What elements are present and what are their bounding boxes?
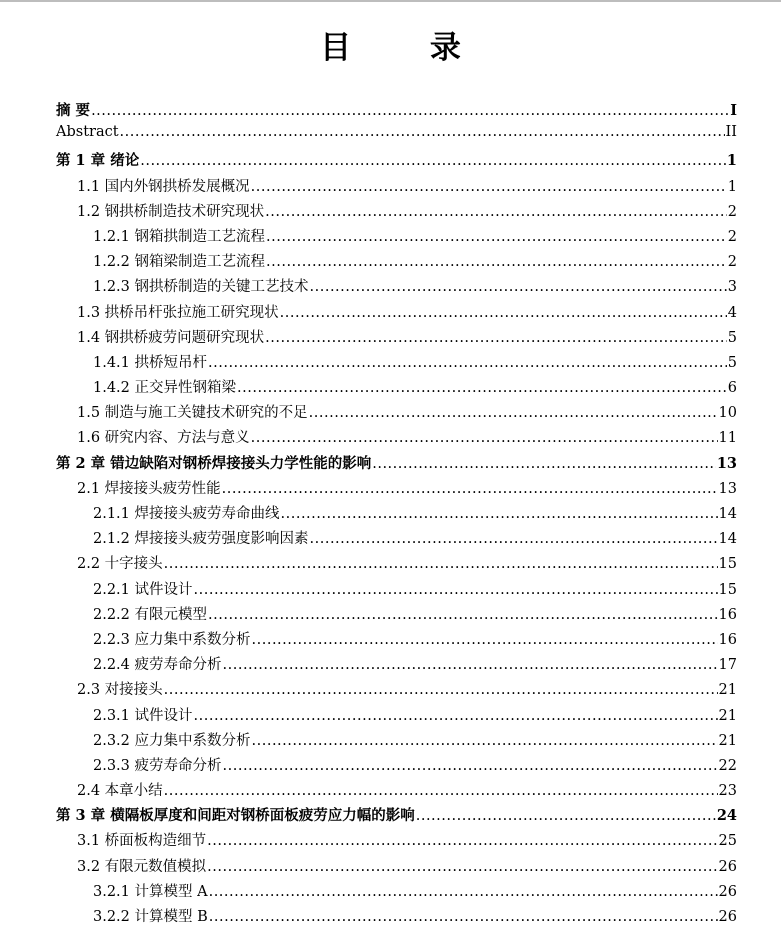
toc-entry[interactable] (56, 754, 737, 779)
toc-entry-title: 2.3.3 疲劳寿命分析 (93, 757, 222, 774)
toc-entry[interactable] (56, 401, 737, 426)
dot-leader (164, 556, 718, 572)
toc-entry-title: 1.5 制造与施工关键技术研究的不足 (77, 405, 308, 422)
dot-leader (310, 279, 727, 295)
toc-entry[interactable] (56, 855, 737, 880)
toc-entry-page: 1 (727, 178, 737, 195)
toc-entry-page: II (725, 124, 737, 141)
dot-leader (222, 481, 718, 497)
toc-entry-page: 21 (718, 682, 737, 699)
toc-entry-title: 2.1.2 焊接接头疲劳强度影响因素 (93, 531, 309, 548)
toc-entry-page: 21 (718, 707, 737, 724)
toc-entry-title: 2.2.1 试件设计 (93, 581, 193, 598)
toc-entry-title: 1.6 研究内容、方法与意义 (77, 430, 250, 447)
toc-entry[interactable] (56, 603, 737, 628)
toc-entry[interactable] (56, 804, 737, 829)
toc-entry[interactable] (56, 275, 737, 300)
toc-entry[interactable] (56, 351, 737, 376)
toc-entry[interactable] (56, 502, 737, 527)
toc-entry[interactable] (56, 175, 737, 200)
toc-entry-page: 14 (718, 506, 737, 522)
dot-leader (237, 380, 727, 396)
dot-leader (208, 607, 718, 623)
toc-entry-page: 24 (716, 807, 737, 825)
toc-entry[interactable] (56, 124, 737, 149)
toc-entry-page: 16 (718, 631, 737, 648)
toc-entry-title: 2.2 十字接头 (77, 556, 163, 573)
toc-entry-title: 1.4.2 正交异性钢箱梁 (93, 380, 237, 397)
toc-entry[interactable] (56, 905, 737, 930)
toc-entry-title: 2.2.2 有限元模型 (93, 606, 208, 623)
toc-entry-page: 5 (727, 354, 737, 371)
page-title: 目 录 (320, 30, 495, 66)
dot-leader (223, 758, 718, 774)
toc-entry-page: 15 (718, 581, 737, 598)
toc-entry-page: 3 (727, 279, 737, 296)
toc-entry[interactable] (56, 880, 737, 905)
toc-entry[interactable] (56, 426, 737, 451)
dot-leader (223, 657, 718, 673)
toc-entry-title: 3.2 有限元数值模拟 (77, 858, 207, 875)
toc-entry[interactable] (56, 527, 737, 552)
top-border (0, 0, 781, 2)
toc-entry-page: 15 (718, 556, 737, 573)
toc-entry-page: 26 (718, 858, 737, 875)
dot-leader (194, 582, 718, 598)
dot-leader (194, 708, 718, 724)
toc-entry[interactable] (56, 376, 737, 401)
toc-entry-title: 1.2.3 钢拱桥制造的关键工艺技术 (93, 279, 309, 296)
toc-entry-title: 第 3 章 横隔板厚度和间距对钢桥面板疲劳应力幅的影响 (56, 807, 415, 825)
dot-leader (251, 179, 727, 195)
toc-entry[interactable] (56, 653, 737, 678)
toc-entry[interactable] (56, 149, 737, 174)
toc-entry-title: 1.1 国内外钢拱桥发展概况 (77, 178, 250, 195)
toc-entry-page: 2 (727, 203, 737, 220)
dot-leader (208, 355, 727, 371)
toc-entry-title: 3.2.2 计算模型 B (93, 909, 208, 925)
toc-entry-page: 21 (718, 732, 737, 749)
toc-entry-title: 1.3 拱桥吊杆张拉施工研究现状 (77, 304, 279, 321)
dot-leader (252, 733, 718, 749)
toc-entry-page: 2 (727, 254, 737, 271)
toc-entry-title: 1.2.2 钢箱梁制造工艺流程 (93, 254, 266, 271)
toc-entry-page: 26 (718, 909, 737, 925)
dot-leader (280, 305, 727, 321)
dot-leader (120, 124, 725, 140)
toc-entry[interactable] (56, 301, 737, 326)
toc-entry-page: 16 (718, 606, 737, 623)
toc-entry-page: 13 (718, 480, 737, 497)
toc-entry-title: 2.4 本章小结 (77, 783, 163, 800)
toc-entry-title: 2.3 对接接头 (77, 682, 163, 699)
toc-entry-title: Abstract (56, 124, 119, 141)
toc-entry-title: 3.2.1 计算模型 A (93, 883, 208, 900)
toc-entry-page: 14 (718, 531, 737, 548)
dot-leader (266, 229, 727, 245)
toc-entry[interactable] (56, 452, 737, 477)
toc-entry[interactable] (56, 200, 737, 225)
toc-entry-page: 5 (727, 329, 737, 346)
dot-leader (164, 783, 718, 799)
dot-leader (416, 807, 716, 824)
toc-entry-title: 1.4.1 拱桥短吊杆 (93, 354, 208, 371)
toc-entry[interactable] (56, 729, 737, 754)
toc-entry-page: 26 (718, 883, 737, 900)
toc-entry[interactable] (56, 225, 737, 250)
toc-entry-title: 第 2 章 错边缺陷对钢桥焊接接头力学性能的影响 (56, 454, 372, 472)
dot-leader (266, 254, 727, 270)
dot-leader (164, 682, 718, 698)
toc-entry[interactable] (56, 99, 737, 124)
toc-entry-page: 23 (718, 783, 737, 800)
dot-leader (140, 152, 726, 169)
dot-leader (252, 632, 718, 648)
toc-entry[interactable] (56, 628, 737, 653)
toc-entry-page: 13 (716, 454, 737, 472)
toc-entry-page: 10 (718, 405, 737, 422)
toc-entry[interactable] (56, 704, 737, 729)
dot-leader (207, 859, 717, 875)
dot-leader (251, 430, 718, 446)
dot-leader (209, 884, 718, 900)
toc-entry-title: 第 1 章 绪论 (56, 152, 140, 170)
toc-entry-title: 2.3.2 应力集中系数分析 (93, 732, 251, 749)
toc-entry-title: 3.1 桥面板构造细节 (77, 833, 207, 850)
toc-entry-title: 1.2 钢拱桥制造技术研究现状 (77, 203, 265, 220)
dot-leader (309, 405, 718, 421)
dot-leader (265, 204, 727, 220)
toc-entry-page: 4 (727, 304, 737, 321)
toc-entry-title: 2.3.1 试件设计 (93, 707, 193, 724)
toc-entry[interactable] (56, 829, 737, 854)
toc-entry-title: 2.2.4 疲劳寿命分析 (93, 657, 222, 674)
toc-entry-page: 11 (718, 430, 737, 447)
dot-leader (207, 833, 717, 849)
toc-entry-page: I (730, 102, 737, 119)
toc-entry-page: 25 (718, 833, 737, 850)
toc-entry[interactable] (56, 326, 737, 351)
dot-leader (91, 102, 729, 119)
dot-leader (209, 909, 718, 925)
toc-entry-title: 1.4 钢拱桥疲劳问题研究现状 (77, 329, 265, 346)
dot-leader (372, 455, 716, 472)
toc-entry-page: 17 (718, 657, 737, 674)
dot-leader (310, 531, 718, 547)
toc-entry-page: 1 (726, 152, 737, 170)
toc-entry[interactable] (56, 477, 737, 502)
toc-entry[interactable] (56, 678, 737, 703)
toc-entry-page: 6 (727, 380, 737, 397)
toc-entry-page: 2 (727, 228, 737, 245)
toc-entry-title: 1.2.1 钢箱拱制造工艺流程 (93, 228, 266, 245)
toc-entry[interactable] (56, 250, 737, 275)
table-of-contents (56, 99, 737, 930)
toc-entry-title: 摘 要 (56, 102, 91, 119)
toc-entry-title: 2.2.3 应力集中系数分析 (93, 631, 251, 648)
toc-entry[interactable] (56, 578, 737, 603)
dot-leader (265, 330, 727, 346)
toc-entry[interactable] (56, 552, 737, 577)
toc-entry-title: 2.1.1 焊接接头疲劳寿命曲线 (93, 506, 280, 522)
toc-entry-page: 22 (718, 757, 737, 774)
toc-entry[interactable] (56, 779, 737, 804)
dot-leader (281, 506, 718, 522)
toc-entry-title: 2.1 焊接接头疲劳性能 (77, 480, 221, 497)
